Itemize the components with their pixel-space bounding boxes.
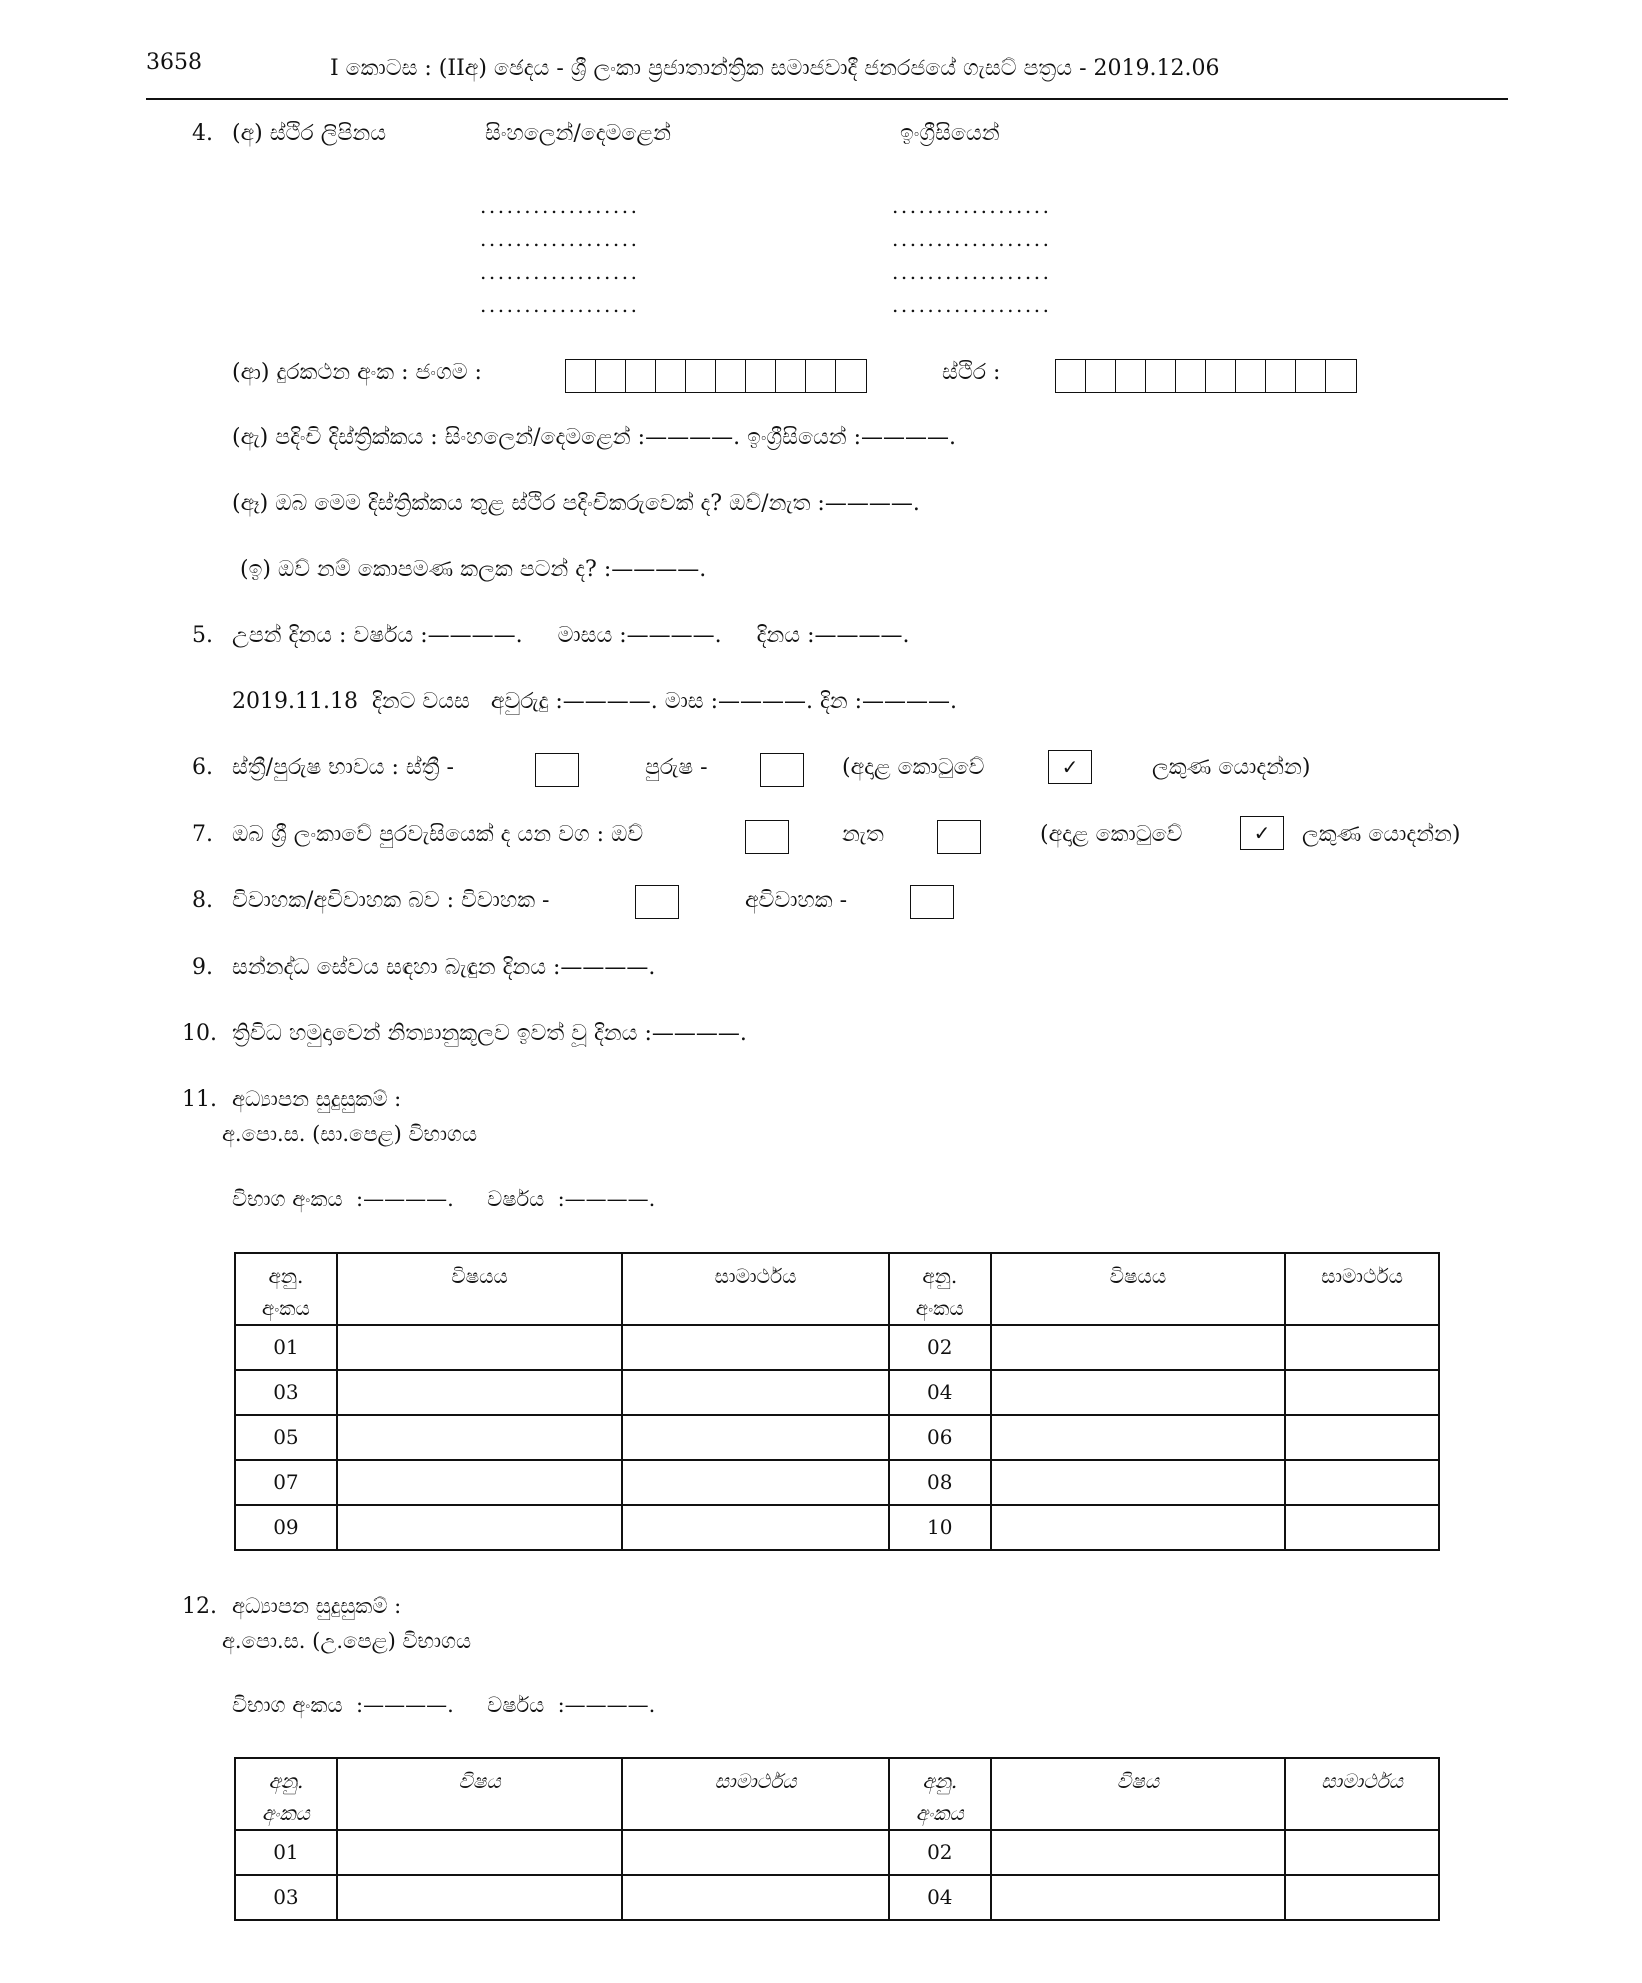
- serial-number: 04: [889, 1875, 991, 1920]
- subject-cell[interactable]: [991, 1370, 1285, 1415]
- address-english-lines[interactable]: .................. .................. .................. ..................: [892, 194, 1052, 317]
- serial-number: 02: [889, 1325, 991, 1370]
- grade-cell[interactable]: [622, 1460, 889, 1505]
- item7-number: 7.: [192, 822, 213, 847]
- subject-cell[interactable]: [337, 1325, 622, 1370]
- subject-cell[interactable]: [337, 1415, 622, 1460]
- citizen-yes-checkbox[interactable]: [745, 820, 789, 854]
- grade-header: සාමාර්ථය: [1285, 1758, 1439, 1830]
- table-row: [235, 1415, 1439, 1460]
- serial-number: 06: [889, 1415, 991, 1460]
- legal-discharge-date[interactable]: ත්‍රිවිධ හමුදාවෙන් නිත්‍යානුකූලව ඉවත් වූ දිනය :————.: [232, 1021, 747, 1046]
- item10-number: 10.: [182, 1021, 217, 1046]
- female-checkbox[interactable]: [535, 753, 579, 787]
- column-english: ඉංග්‍රීසියෙන්: [900, 121, 1000, 146]
- grade-cell[interactable]: [1285, 1370, 1439, 1415]
- item8-number: 8.: [192, 888, 213, 913]
- grade-cell[interactable]: [622, 1370, 889, 1415]
- serial-number: 01: [235, 1830, 337, 1875]
- serial-number-header: අනු. අංකය: [889, 1253, 991, 1325]
- citizenship-no-label: නැත: [842, 822, 884, 847]
- serial-number: 01: [235, 1325, 337, 1370]
- serial-number: 08: [889, 1460, 991, 1505]
- al-results-table: [234, 1757, 1440, 1921]
- al-exam-index-year[interactable]: විභාග අංකය :————. වර්ෂය :————.: [232, 1693, 656, 1717]
- subject-cell[interactable]: [991, 1830, 1285, 1875]
- gender-instruction-left: (අදාළ කොටුවේ: [842, 755, 985, 780]
- serial-number: 05: [235, 1415, 337, 1460]
- serial-number: 03: [235, 1875, 337, 1920]
- subject-cell[interactable]: [337, 1830, 622, 1875]
- armed-service-join-date[interactable]: සන්නද්ධ සේවය සඳහා බැඳුන දිනය :————.: [232, 955, 656, 980]
- header-rule: [146, 98, 1508, 100]
- grade-header: සාමාර්ථය: [1285, 1253, 1439, 1325]
- grade-cell[interactable]: [622, 1325, 889, 1370]
- serial-number-header: අනු. අංකය: [889, 1758, 991, 1830]
- serial-number-header: අනු. අංකය: [235, 1253, 337, 1325]
- education-qualifications-label: අධ්‍යාපන සුදුසුකම් :: [232, 1594, 402, 1618]
- table-row: [235, 1505, 1439, 1550]
- table-row: [235, 1830, 1439, 1875]
- grade-cell[interactable]: [1285, 1505, 1439, 1550]
- al-exam-label: අ.පො.ස. (උ.පෙළ) විභාගය: [222, 1629, 472, 1653]
- serial-number: 03: [235, 1370, 337, 1415]
- gender-male-label: පුරුෂ -: [645, 755, 708, 780]
- table-row: [235, 1325, 1439, 1370]
- table-row: [235, 1370, 1439, 1415]
- subject-header: විෂය: [337, 1758, 622, 1830]
- serial-number-header: අනු. අංකය: [235, 1758, 337, 1830]
- gazette-header-title: I කොටස : (IIඅ) ඡෙදය - ශ්‍රී ලංකා ප්‍රජාතාන්ත්‍රික සමාජවාදී ජනරජයේ ගැසට් පත්‍රය - 2019.12.06: [330, 56, 1220, 81]
- item12-number: 12.: [182, 1594, 217, 1619]
- serial-number: 10: [889, 1505, 991, 1550]
- grade-cell[interactable]: [1285, 1415, 1439, 1460]
- telephone-mobile-label: (ආ) දුරකථන අංක : ජංගම :: [232, 360, 482, 385]
- date-of-birth[interactable]: උපන් දිනය : වර්ෂය :————. මාසය :————. දිනය :————.: [232, 623, 910, 648]
- subject-cell[interactable]: [337, 1460, 622, 1505]
- grade-header: සාමාර්ථය: [622, 1758, 889, 1830]
- subject-header: විෂය: [991, 1758, 1285, 1830]
- ol-exam-index-year[interactable]: විභාග අංකය :————. වර්ෂය :————.: [232, 1187, 656, 1211]
- education-qualifications-label: අධ්‍යාපන සුදුසුකම් :: [232, 1087, 402, 1111]
- subject-cell[interactable]: [337, 1370, 622, 1415]
- permanent-address-label: (අ) ස්ථිර ලිපිනය: [232, 121, 387, 146]
- unmarried-checkbox[interactable]: [910, 885, 954, 919]
- grade-cell[interactable]: [1285, 1830, 1439, 1875]
- grade-cell[interactable]: [622, 1875, 889, 1920]
- gender-instruction-right: ලකුණ යොදන්න): [1152, 755, 1311, 780]
- marital-married-label: විවාහක/අවිවාහක බව : විවාහක -: [232, 888, 550, 913]
- marital-unmarried-label: අවිවාහක -: [745, 888, 848, 913]
- serial-number: 02: [889, 1830, 991, 1875]
- permanent-number-boxes[interactable]: [1055, 359, 1357, 393]
- mobile-number-boxes[interactable]: [565, 359, 867, 393]
- grade-cell[interactable]: [622, 1415, 889, 1460]
- grade-cell[interactable]: [622, 1830, 889, 1875]
- subject-header: විෂයය: [337, 1253, 622, 1325]
- serial-number: 09: [235, 1505, 337, 1550]
- serial-number: 04: [889, 1370, 991, 1415]
- table-row: [235, 1875, 1439, 1920]
- subject-cell[interactable]: [337, 1505, 622, 1550]
- subject-cell[interactable]: [991, 1875, 1285, 1920]
- item6-number: 6.: [192, 755, 213, 780]
- item9-number: 9.: [192, 955, 213, 980]
- address-sinhala-lines[interactable]: .................. .................. .................. ..................: [480, 194, 640, 317]
- citizen-no-checkbox[interactable]: [937, 820, 981, 854]
- grade-cell[interactable]: [1285, 1460, 1439, 1505]
- tick-sample-box: ✓: [1240, 816, 1284, 850]
- subject-cell[interactable]: [991, 1325, 1285, 1370]
- item11-number: 11.: [182, 1087, 217, 1112]
- ol-exam-label: අ.පො.ස. (සා.පෙළ) විභාගය: [222, 1122, 478, 1146]
- subject-header: විෂයය: [991, 1253, 1285, 1325]
- citizenship-instruction-right: ලකුණ යොදන්න): [1302, 822, 1461, 847]
- gender-female-label: ස්ත්‍රී/පුරුෂ භාවය : ස්ත්‍රී -: [232, 755, 454, 780]
- subject-cell[interactable]: [991, 1415, 1285, 1460]
- item4-number: 4.: [192, 121, 213, 146]
- serial-number: 07: [235, 1460, 337, 1505]
- grade-cell[interactable]: [622, 1505, 889, 1550]
- citizenship-yes-label: ඔබ ශ්‍රී ලංකාවේ පුරවැසියෙක් ද යන වග : ඔව්: [232, 822, 644, 847]
- grade-header: සාමාර්ථය: [622, 1253, 889, 1325]
- table-header-row: [235, 1758, 1439, 1830]
- table-row: [235, 1460, 1439, 1505]
- tick-sample-box: ✓: [1048, 750, 1092, 784]
- grade-cell[interactable]: [1285, 1875, 1439, 1920]
- citizenship-instruction-left: (අදාළ කොටුවේ: [1040, 822, 1183, 847]
- subject-cell[interactable]: [991, 1460, 1285, 1505]
- district-of-residence[interactable]: (ඇ) පදිංචි දිස්ත්‍රික්කය : සිංහලෙන්/දෙමළෙන් :————. ඉංග්‍රීසියෙන් :————.: [232, 425, 957, 450]
- ol-results-table: [234, 1252, 1440, 1551]
- table-header-row: [235, 1253, 1439, 1325]
- item5-number: 5.: [192, 623, 213, 648]
- telephone-permanent-label: ස්ථිර :: [942, 360, 1001, 385]
- grade-cell[interactable]: [1285, 1325, 1439, 1370]
- column-sinhala-tamil: සිංහලෙන්/දෙමළෙන්: [485, 121, 671, 146]
- subject-cell[interactable]: [991, 1505, 1285, 1550]
- page-number: 3658: [146, 50, 202, 75]
- age-as-at-date[interactable]: 2019.11.18 දිනට වයස අවුරුදු :————. මාස :————. දින :————.: [232, 689, 958, 714]
- male-checkbox[interactable]: [760, 753, 804, 787]
- married-checkbox[interactable]: [635, 885, 679, 919]
- residence-since-question[interactable]: (ඉ) ඔව් නම් කොපමණ කලක පටන් ද? :————.: [240, 557, 707, 582]
- permanent-resident-question[interactable]: (ඈ) ඔබ මෙම දිස්ත්‍රික්කය තුළ ස්ථිර පදිංචිකරුවෙක් ද? ඔව්/නැත :————.: [232, 491, 920, 516]
- subject-cell[interactable]: [337, 1875, 622, 1920]
